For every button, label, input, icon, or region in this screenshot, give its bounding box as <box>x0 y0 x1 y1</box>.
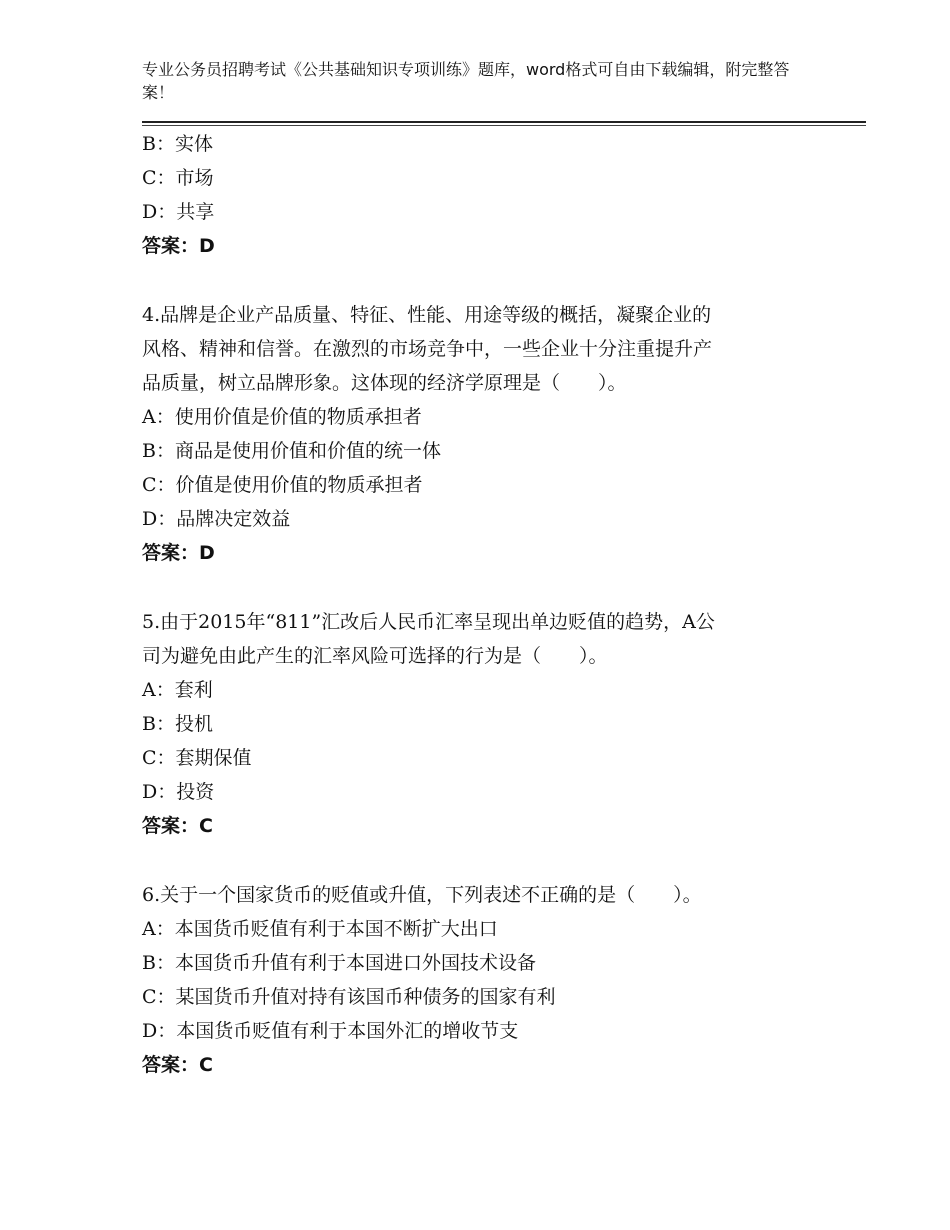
header-rule-thick <box>142 121 866 123</box>
question-text-line: 风格、精神和信誉。在激烈的市场竞争中，一些企业十分注重提升产 <box>142 338 713 360</box>
option-a: A：使用价值是价值的物质承担者 <box>142 406 422 428</box>
header-rule-thin <box>142 125 866 126</box>
option-a: A：本国货币贬值有利于本国不断扩大出口 <box>142 918 498 940</box>
question-text-line: 4.品牌是企业产品质量、特征、性能、用途等级的概括，凝聚企业的 <box>142 304 712 326</box>
answer: 答案：D <box>142 235 215 257</box>
option-b: B：实体 <box>142 133 213 155</box>
option-d: D：本国货币贬值有利于本国外汇的增收节支 <box>142 1020 519 1042</box>
question-text-line: 品质量，树立品牌形象。这体现的经济学原理是（ ）。 <box>142 372 627 394</box>
document-header: 专业公务员招聘考试《公共基础知识专项训练》题库，word格式可自由下载编辑，附完整答案！ <box>142 60 790 102</box>
answer: 答案：C <box>142 815 213 837</box>
question-text-line: 司为避免由此产生的汇率风险可选择的行为是（ ）。 <box>142 645 608 667</box>
option-d: D：品牌决定效益 <box>142 508 291 530</box>
option-b: B：本国货币升值有利于本国进口外国技术设备 <box>142 952 536 974</box>
option-c: C：市场 <box>142 167 214 189</box>
question-5 <box>142 605 822 843</box>
option-b: B：商品是使用价值和价值的统一体 <box>142 440 441 462</box>
option-a: A：套利 <box>142 679 213 701</box>
option-c: C：某国货币升值对持有该国币种债务的国家有利 <box>142 986 556 1008</box>
question-list <box>142 127 822 1082</box>
option-d: D：投资 <box>142 781 215 803</box>
question-text-line: 6.关于一个国家货币的贬值或升值，下列表述不正确的是（ ）。 <box>142 884 702 906</box>
option-c: C：价值是使用价值的物质承担者 <box>142 474 423 496</box>
question-3-continued <box>142 127 822 263</box>
answer: 答案：C <box>142 1054 213 1076</box>
question-6 <box>142 878 822 1082</box>
answer: 答案：D <box>142 542 215 564</box>
question-4 <box>142 298 822 570</box>
question-text-line: 5.由于2015年“811”汇改后人民币汇率呈现出单边贬值的趋势，A公 <box>142 611 715 633</box>
option-d: D：共享 <box>142 201 215 223</box>
option-c: C：套期保值 <box>142 747 252 769</box>
option-b: B：投机 <box>142 713 213 735</box>
